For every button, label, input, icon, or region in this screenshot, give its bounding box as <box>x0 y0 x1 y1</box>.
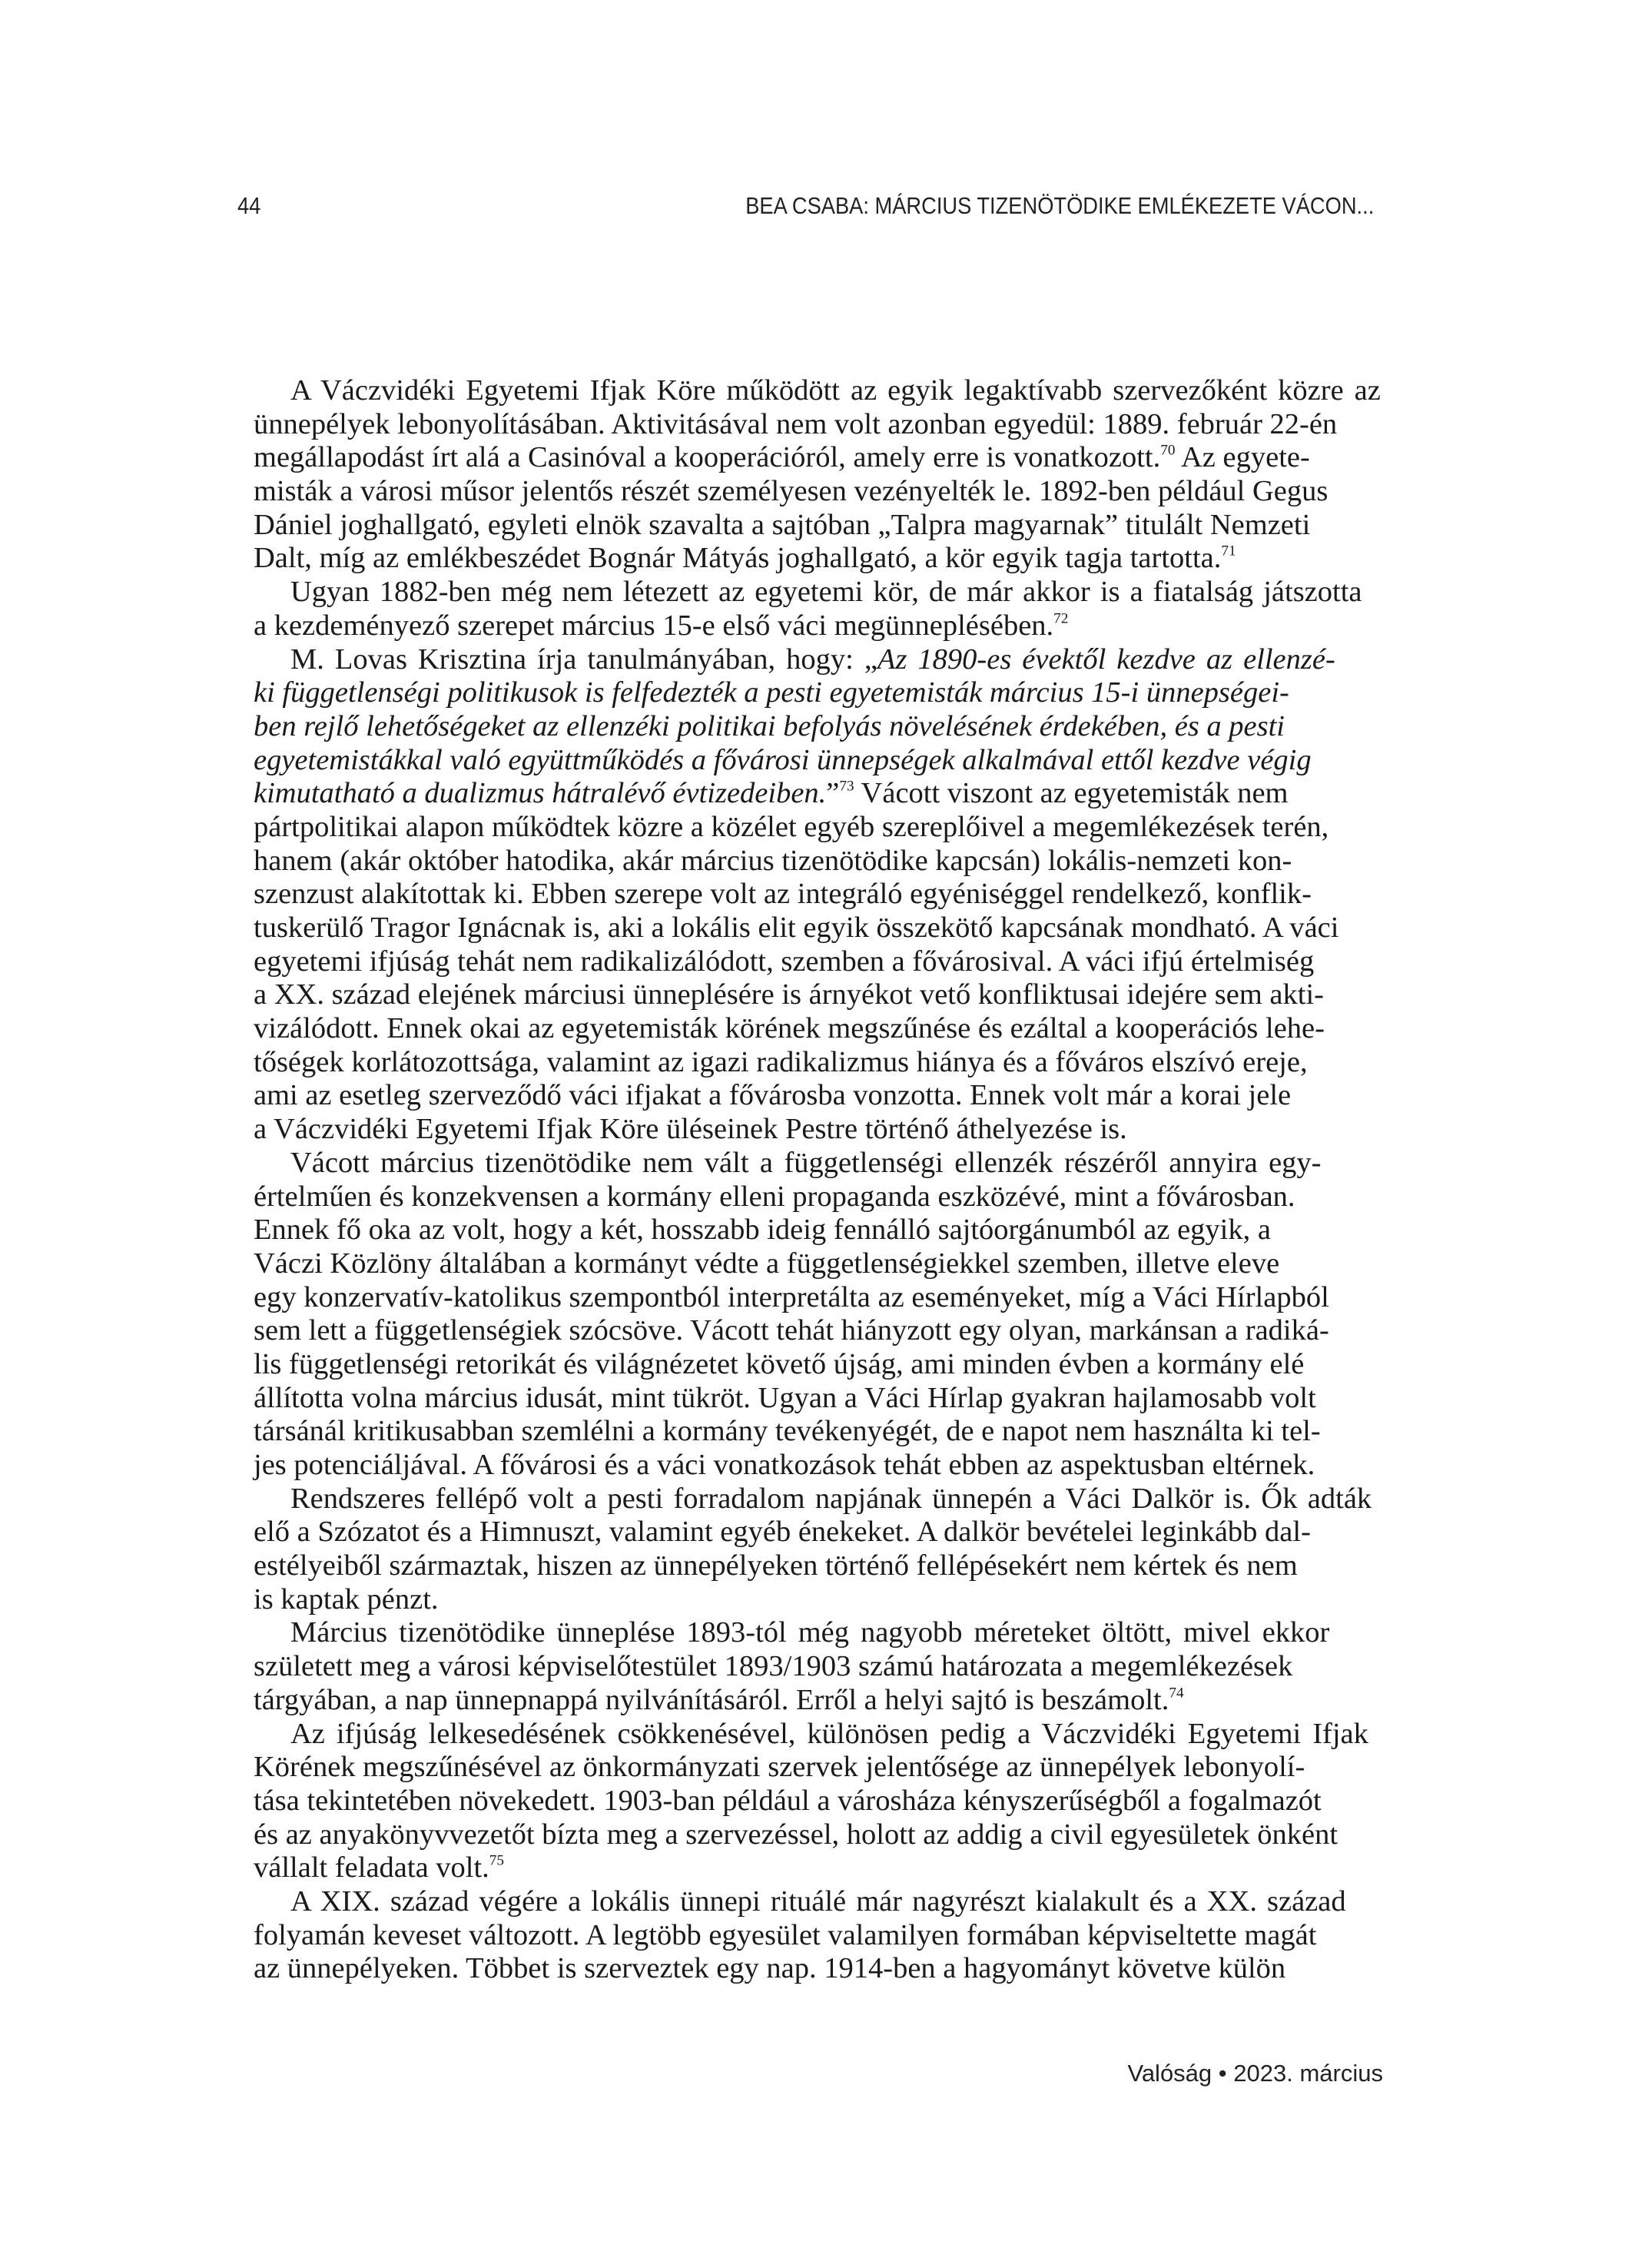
text-line <box>254 845 1383 878</box>
text-run: lis függetlenségi retorikát és világnézetet követő újság, ami minden évben a kormány elé <box>254 1347 1305 1380</box>
text-line <box>254 1919 1383 1953</box>
text-line <box>254 1214 1383 1247</box>
text-run: a kezdeményező szerepet március 15-e első váci megünneplésében. <box>254 609 1054 642</box>
quoted-text: Az 1890-es évektől kezdve az ellenzé- <box>877 643 1335 676</box>
text-line <box>254 1012 1383 1046</box>
text-run: estélyeiből származtak, hiszen az ünnepélyeken történő fellépésekért nem kértek és nem <box>254 1549 1298 1582</box>
text-run: Körének megszűnésével az önkormányzati szervek jelentősége az ünnepélyek lebonyolí- <box>254 1751 1305 1784</box>
footnote-ref[interactable]: 73 <box>839 778 854 795</box>
text-line <box>254 1549 1383 1583</box>
text-line <box>254 1583 1383 1617</box>
text-run: egy konzervatív-katolikus szempontból interpretálta az eseményeket, míg a Váci Hírlapból <box>254 1280 1329 1313</box>
text-line <box>254 1483 1383 1516</box>
text-line <box>254 710 1383 744</box>
text-run: ami az esetleg szerveződő váci ifjakat a fővárosba vonzotta. Ennek volt már a korai jele <box>254 1079 1292 1112</box>
text-line <box>254 1851 1383 1885</box>
text-run: Váczi Közlöny általában a kormányt védte a függetlenségiekkel szemben, illetve eleve <box>254 1247 1280 1280</box>
text-run: a Váczvidéki Egyetemi Ifjak Köre üléseinek Pestre történő áthelyezése is. <box>254 1113 1127 1146</box>
text-line <box>254 1079 1383 1113</box>
text-run: tuskerülő Tragor Ignácnak is, aki a lokális elit egyik összekötő kapcsának mondható. A váci <box>254 912 1339 944</box>
text-run: A Váczvidéki Egyetemi Ifjak Köre működött az egyik legaktívabb szervezőként közre az <box>290 374 1381 407</box>
text-line <box>254 1046 1383 1080</box>
quoted-text: ki függetlenségi politikusok is felfedezték a pesti egyetemisták március 15-i ünnepségei- <box>254 676 1289 709</box>
footnote-ref[interactable]: 75 <box>489 1852 505 1869</box>
running-title: BEA CSABA: MÁRCIUS TIZENÖTÖDIKE EMLÉKEZETE VÁCON... <box>745 192 1375 219</box>
text-line <box>254 1885 1383 1919</box>
text-run: Rendszeres fellépő volt a pesti forradalom napjának ünnepén a Váci Dalkör is. Ők adták <box>290 1482 1372 1515</box>
text-line <box>254 1113 1383 1147</box>
text-line <box>254 609 1383 643</box>
paragraph <box>254 1616 1383 1717</box>
text-line <box>254 1449 1383 1483</box>
text-run: értelműen és konzekvensen a kormány elleni propaganda eszközévé, mint a fővárosban. <box>254 1180 1295 1213</box>
text-run: A XIX. század végére a lokális ünnepi rituálé már nagyrészt kialakult és a XX. század <box>290 1884 1346 1918</box>
text-line <box>254 676 1383 710</box>
text-run: megállapodást írt alá a Casinóval a kooperációról, amely erre is vonatkozott. <box>254 441 1161 474</box>
text-line <box>254 1650 1383 1684</box>
article-body <box>254 374 1383 1986</box>
journal-name: Valóság <box>1127 2060 1212 2087</box>
text-line <box>254 509 1383 543</box>
paragraph <box>254 1483 1383 1617</box>
text-run: Dalt, míg az emlékbeszédet Bognár Mátyás joghallgató, a kör egyik tagja tartotta. <box>254 542 1222 575</box>
text-run: hanem (akár október hatodika, akár március tizenötödike kapcsán) lokális-nemzeti kon- <box>254 844 1292 877</box>
paragraph <box>254 1718 1383 1885</box>
paragraph <box>254 1147 1383 1483</box>
text-line <box>254 945 1383 979</box>
text-line <box>254 978 1383 1012</box>
footnote-ref[interactable]: 71 <box>1221 543 1236 560</box>
text-line <box>254 878 1383 912</box>
footer-separator: • <box>1218 2060 1227 2087</box>
text-line <box>254 374 1383 408</box>
text-run: Az ifjúság lelkesedésének csökkenésével, különösen pedig a Váczvidéki Egyetemi Ifjak <box>290 1717 1368 1750</box>
text-run: misták a városi műsor jelentős részét személyesen vezényelték le. 1892-ben például Gegus <box>254 475 1328 508</box>
text-run: Vácott március tizenötödike nem vált a függetlenségi ellenzék részéről annyira egy- <box>290 1146 1322 1179</box>
text-run: a XX. század elejének márciusi ünneplésére is árnyékot vető konfliktusai idejére sem akti- <box>254 978 1324 1011</box>
text-line <box>254 1616 1383 1650</box>
issue-date: 2023. március <box>1233 2060 1383 2087</box>
text-run: tása tekintetében növekedett. 1903-ban például a városháza kényszerűségből a fogalmazót <box>254 1784 1322 1817</box>
text-line <box>254 1785 1383 1818</box>
text-line <box>254 1952 1383 1986</box>
text-run: Ugyan 1882-ben még nem létezett az egyetemi kör, de már akkor is a fiatalság játszotta <box>290 576 1362 609</box>
text-run: elő a Szózatot és a Himnuszt, valamint egyéb énekeket. A dalkör bevételei leginkább dal- <box>254 1516 1311 1549</box>
text-line <box>254 1147 1383 1180</box>
text-line <box>254 542 1383 576</box>
text-run: Dániel joghallgató, egyleti elnök szavalta a sajtóban „Talpra magyarnak” titulált Nemzeti <box>254 508 1311 541</box>
text-line <box>254 777 1383 811</box>
text-run: társánál kritikusabban szemlélni a kormány tevékenyégét, de e napot nem használta ki tel- <box>254 1415 1321 1448</box>
text-line <box>254 1516 1383 1549</box>
text-run: folyamán keveset változott. A legtöbb egyesület valamilyen formában képviseltette magát <box>254 1918 1317 1951</box>
running-head <box>237 192 1375 238</box>
text-run: Ennek fő oka az volt, hogy a két, hosszabb ideig fennálló sajtóorgánumból az egyik, a <box>254 1214 1271 1247</box>
text-line <box>254 912 1383 945</box>
text-line <box>254 1247 1383 1281</box>
text-line <box>254 643 1383 677</box>
paragraph <box>254 643 1383 1147</box>
text-line <box>254 408 1383 442</box>
text-line <box>254 1180 1383 1214</box>
text-run: Március tizenötödike ünneplése 1893-tól még nagyobb méreteket öltött, mivel ekkor <box>290 1616 1330 1649</box>
paragraph <box>254 1885 1383 1986</box>
footnote-ref[interactable]: 74 <box>1169 1685 1184 1702</box>
page-footer <box>1127 2060 1383 2087</box>
text-line <box>254 1718 1383 1752</box>
text-run: vizálódott. Ennek okai az egyetemisták körének megszűnése és ezáltal a kooperációs lehe- <box>254 1012 1325 1045</box>
text-run: tárgyában, a nap ünnepnappá nyilvánításáról. Erről a helyi sajtó is beszámolt. <box>254 1683 1169 1716</box>
quoted-text: egyetemistákkal való együttműködés a fővárosi ünnepségek alkalmával ettől kezdve végig <box>254 743 1312 776</box>
text-line <box>254 441 1383 475</box>
page-number: 44 <box>237 192 261 219</box>
text-line <box>254 1382 1383 1416</box>
text-run: állította volna március idusát, mint tükröt. Ugyan a Váci Hírlap gyakran hajlamosabb volt <box>254 1381 1316 1414</box>
text-run: Vácott viszont az egyetemisták nem <box>854 777 1289 810</box>
text-run: jes potenciáljával. A fővárosi és a váci vonatkozások tehát ebben az aspektusban eltérnek. <box>254 1449 1315 1481</box>
text-line <box>254 811 1383 845</box>
text-line <box>254 576 1383 609</box>
text-run: sem lett a függetlenségiek szócsöve. Vácott tehát hiányzott egy olyan, markánsan a radiká- <box>254 1314 1329 1347</box>
quoted-text: ben rejlő lehetőségeket az ellenzéki politikai befolyás növelésének érdekében, és a pesti <box>254 709 1285 742</box>
text-line <box>254 1818 1383 1852</box>
text-line <box>254 1415 1383 1449</box>
text-run: vállalt feladata volt. <box>254 1851 489 1884</box>
text-line <box>254 1281 1383 1315</box>
text-line <box>254 475 1383 509</box>
text-run: M. Lovas Krisztina írja tanulmányában, hogy: „ <box>290 643 877 676</box>
text-run: ünnepélyek lebonyolításában. Aktivitásával nem volt azonban egyedül: 1889. február 22-én <box>254 407 1338 440</box>
text-line <box>254 1751 1383 1785</box>
text-run: is kaptak pénzt. <box>254 1582 439 1615</box>
text-run: született meg a városi képviselőtestület 1893/1903 számú határozata a megemlékezések <box>254 1650 1293 1683</box>
text-run: az ünnepélyeken. Többet is szerveztek egy nap. 1914-ben a hagyományt követve külön <box>254 1952 1286 1985</box>
text-run: és az anyakönyvvezetőt bízta meg a szervezéssel, holott az addig a civil egyesületek önként <box>254 1818 1338 1851</box>
footnote-ref[interactable]: 72 <box>1053 610 1069 627</box>
text-run: ” <box>826 777 840 810</box>
text-run: pártpolitikai alapon működtek közre a közélet egyéb szereplőivel a megemlékezések terén, <box>254 810 1329 843</box>
paragraph <box>254 374 1383 576</box>
text-line <box>254 1314 1383 1348</box>
text-line <box>254 1684 1383 1718</box>
text-run: tőségek korlátozottsága, valamint az igazi radikalizmus hiánya és a főváros elszívó ereje, <box>254 1045 1308 1078</box>
text-line <box>254 1348 1383 1382</box>
paragraph <box>254 576 1383 643</box>
text-run: Az egyete- <box>1175 441 1310 474</box>
text-run: egyetemi ifjúság tehát nem radikalizálódott, szemben a fővárosival. A váci ifjú értelmiség <box>254 945 1315 978</box>
text-line <box>254 744 1383 778</box>
text-run: szenzust alakítottak ki. Ebben szerepe volt az integráló egyéniséggel rendelkező, konflik- <box>254 878 1312 911</box>
quoted-text: kimutatható a dualizmus hátralévő évtizedeiben. <box>254 777 827 810</box>
footnote-ref[interactable]: 70 <box>1160 442 1176 459</box>
